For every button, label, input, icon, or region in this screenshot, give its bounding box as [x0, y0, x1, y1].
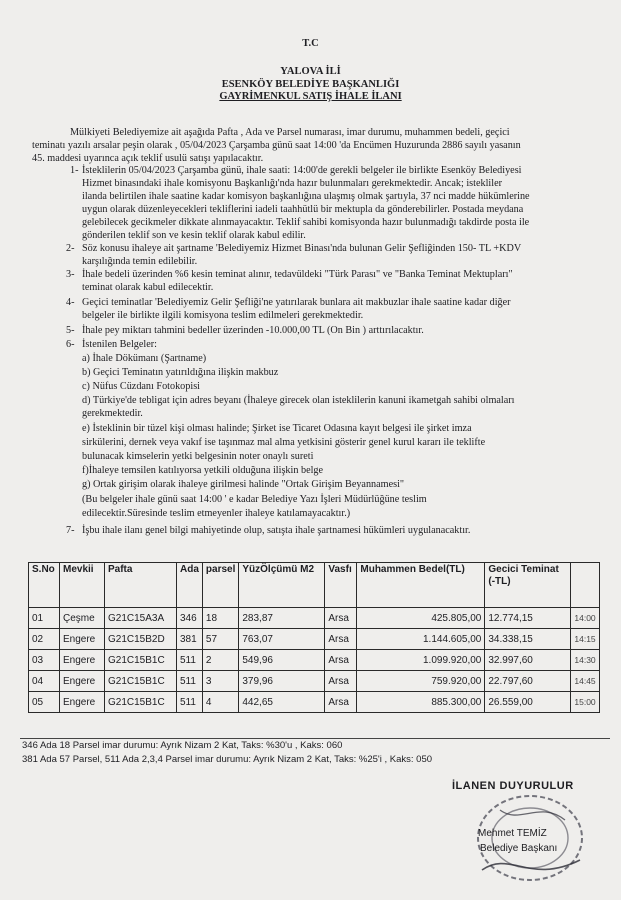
- item-line: İşbu ihale ilanı genel bilgi mahiyetinde olup, satışta ihale şartnamesi hükümleri uygulanacaktır.: [82, 525, 471, 536]
- item-number: 1-: [70, 165, 79, 176]
- cell-mevkii: Engere: [60, 671, 105, 692]
- notes-divider: [20, 738, 610, 739]
- cell-yuzolcumu: 763,07: [239, 629, 325, 650]
- document-item: bulunacak kimselerin yetki belgesinin noter onaylı sureti: [82, 451, 314, 462]
- cell-no: 01: [29, 608, 60, 629]
- cell-yuzolcumu: 283,87: [239, 608, 325, 629]
- header-title: GAYRİMENKUL SATIŞ İHALE İLANI: [219, 91, 402, 102]
- item-line: gelebilecek gecikmeler dikkate alınmayacaktır. Teklif sahibi komisyonda hazır bulunmadığı takdirde posta ile: [82, 217, 530, 228]
- document-item: a) İhale Dökümanı (Şartname): [82, 353, 207, 364]
- item-line: Geçici teminatlar 'Belediyemiz Gelir Şefliği'ne yatırılarak bunlara ait makbuzlar ihale saatine kadar diğer: [82, 297, 511, 308]
- cell-bedel: 1.099.920,00: [357, 650, 485, 671]
- table-row: [29, 629, 600, 650]
- header-parsel: parsel: [202, 563, 238, 608]
- cell-vasfi: Arsa: [325, 692, 357, 713]
- header-sno: S.No: [29, 563, 60, 608]
- cell-saat: 14:00: [571, 608, 599, 629]
- document-item: f)İhaleye temsilen katılıyorsa yetkili olduğuna ilişkin belge: [82, 465, 324, 476]
- cell-bedel: 885.300,00: [357, 692, 485, 713]
- item-number: 2-: [66, 243, 75, 254]
- cell-mevkii: Engere: [60, 692, 105, 713]
- header-vasfi: Vasfı: [325, 563, 357, 608]
- item-line: uygun olarak düzenleyecekleri tekliflerini iadeli taahhütlü bir mektupla da gönderebilirler. Postada meydana: [82, 204, 524, 215]
- cell-vasfi: Arsa: [325, 650, 357, 671]
- cell-saat: 14:30: [571, 650, 599, 671]
- item-line: karşılığında temin edilebilir.: [82, 256, 198, 267]
- item-number: 3-: [66, 269, 75, 280]
- document-item: edilecektir.Süresinde teslim etmeyenler ihaleye katılamayacaktır.): [82, 508, 351, 519]
- signatory-name: Mehmet TEMİZ: [478, 828, 547, 839]
- cell-yuzolcumu: 379,96: [239, 671, 325, 692]
- cell-parsel: 18: [202, 608, 238, 629]
- cell-no: 04: [29, 671, 60, 692]
- item-line: ilanda belirtilen ihale saatine kadar komisyon başkanlığına ulaşmış olmak şartıyla, 37 nci madde hükümlerine: [82, 191, 530, 202]
- cell-teminat: 34.338,15: [485, 629, 571, 650]
- document-item: d) Türkiye'de tebligat için adres beyanı (İhaleye girecek olan isteklilerin kanuni ikametgah sahibi olmaları: [82, 395, 515, 406]
- cell-pafta: G21C15B1C: [105, 650, 177, 671]
- document-item: b) Geçici Teminatın yatırıldığına ilişkin makbuz: [82, 367, 279, 378]
- document-item: e) İsteklinin bir tüzel kişi olması halinde; Şirket ise Ticaret Odasına kayıt belgesi ile şirket imza: [82, 423, 472, 434]
- cell-ada: 381: [177, 629, 203, 650]
- cell-teminat: 12.774,15: [485, 608, 571, 629]
- item-line: İhale bedeli üzerinden %6 kesin teminat alınır, tedavüldeki "Türk Parası" ve "Banka Teminat Mektupları": [82, 269, 513, 280]
- table-row: [29, 608, 600, 629]
- cell-no: 05: [29, 692, 60, 713]
- table-header-row: [29, 563, 600, 608]
- intro-line: teminatı yazılı arsalar peşin olarak , 05/04/2023 Çarşamba günü saat 14:00 'da Encümen Huzurunda 2886 sayılı yasanın: [32, 140, 521, 151]
- item-line: belgeler ile birlikte ilgili komisyona teslim edilmeleri gerekmektedir.: [82, 310, 364, 321]
- table-row: [29, 671, 600, 692]
- document-item: (Bu belgeler ihale günü saat 14:00 ' e kadar Belediye Yazı İşleri Müdürlüğüne teslim: [82, 494, 427, 505]
- header-municipality: ESENKÖY BELEDİYE BAŞKANLIĞI: [221, 79, 400, 90]
- document-item: c) Nüfus Cüzdanı Fotokopisi: [82, 381, 200, 392]
- table-row: [29, 692, 600, 713]
- cell-bedel: 425.805,00: [357, 608, 485, 629]
- cell-mevkii: Engere: [60, 650, 105, 671]
- item-line: Söz konusu ihaleye ait şartname 'Belediyemiz Hizmet Binası'nda bulunan Gelir Şefliğinden 150- TL +KDV: [82, 243, 522, 254]
- item-line: İstenilen Belgeler:: [82, 339, 157, 350]
- cell-saat: 14:45: [571, 671, 599, 692]
- item-line: İhale pey miktarı tahmini bedeller üzerinden -10.000,00 TL (On Bin ) arttırılacaktır.: [82, 325, 424, 336]
- cell-pafta: G21C15B1C: [105, 671, 177, 692]
- document-item: gerekmektedir.: [82, 408, 143, 419]
- parcel-table: [28, 562, 600, 713]
- cell-teminat: 26.559,00: [485, 692, 571, 713]
- item-line: Hizmet binasındaki ihale komisyonu Başkanlığı'nda hazır bulunmaları gerekmektedir. Ancak; istekliler: [82, 178, 502, 189]
- header-mevkii: Mevkii: [60, 563, 105, 608]
- intro-line: Mülkiyeti Belediyemize ait aşağıda Pafta , Ada ve Parsel numarası, imar durumu, muhammen bedeli, geçici: [70, 127, 510, 138]
- item-number: 6-: [66, 339, 75, 350]
- cell-mevkii: Çeşme: [60, 608, 105, 629]
- cell-no: 03: [29, 650, 60, 671]
- cell-vasfi: Arsa: [325, 671, 357, 692]
- cell-parsel: 3: [202, 671, 238, 692]
- header-ada: Ada: [177, 563, 203, 608]
- header-tc: T.C: [302, 38, 319, 49]
- cell-teminat: 32.997,60: [485, 650, 571, 671]
- header-yuzolcumu: YüzÖlçümü M2: [239, 563, 325, 608]
- item-number: 7-: [66, 525, 75, 536]
- cell-saat: 14:15: [571, 629, 599, 650]
- cell-teminat: 22.797,60: [485, 671, 571, 692]
- header-province: YALOVA İLİ: [280, 66, 341, 77]
- announce-label: İLANEN DUYURULUR: [452, 780, 574, 792]
- zoning-note: 381 Ada 57 Parsel, 511 Ada 2,3,4 Parsel imar durumu: Ayrık Nizam 2 Kat, Taks: %25'i , Kaks: 050: [22, 754, 433, 765]
- header-teminat: Gecici Teminat (-TL): [485, 563, 571, 608]
- cell-ada: 511: [177, 671, 203, 692]
- document-item: sirkülerini, dernek veya vakıf ise taşınmaz mal alma yetkisini gösterir genel kurul kararı ile teklifte: [82, 437, 486, 448]
- cell-pafta: G21C15B2D: [105, 629, 177, 650]
- item-number: 5-: [66, 325, 75, 336]
- header-bedel: Muhammen Bedel(TL): [357, 563, 485, 608]
- document-item: g) Ortak girişim olarak ihaleye girilmesi halinde "Ortak Girişim Beyannamesi": [82, 479, 405, 490]
- cell-no: 02: [29, 629, 60, 650]
- header-saat: [571, 563, 599, 608]
- zoning-note: 346 Ada 18 Parsel imar durumu: Ayrık Nizam 2 Kat, Taks: %30'u , Kaks: 060: [22, 740, 343, 751]
- item-number: 4-: [66, 297, 75, 308]
- item-line: İsteklilerin 05/04/2023 Çarşamba günü, ihale saati: 14:00'de gerekli belgeler ile birlikte Esenköy Belediyesi: [82, 165, 522, 176]
- cell-bedel: 759.920,00: [357, 671, 485, 692]
- item-line: gönderilen teklif son ve kesin teklif olarak kabul edilir.: [82, 230, 306, 241]
- cell-ada: 346: [177, 608, 203, 629]
- item-line: teminat olarak kabul edilecektir.: [82, 282, 214, 293]
- cell-ada: 511: [177, 650, 203, 671]
- signatory-role: Belediye Başkanı: [480, 843, 558, 854]
- cell-ada: 511: [177, 692, 203, 713]
- table-row: [29, 650, 600, 671]
- cell-saat: 15:00: [571, 692, 599, 713]
- header-pafta: Pafta: [105, 563, 177, 608]
- cell-vasfi: Arsa: [325, 629, 357, 650]
- intro-line: 45. maddesi uyarınca açık teklif usulü satışı yapılacaktır.: [32, 153, 264, 164]
- cell-bedel: 1.144.605,00: [357, 629, 485, 650]
- cell-parsel: 2: [202, 650, 238, 671]
- cell-parsel: 4: [202, 692, 238, 713]
- cell-pafta: G21C15B1C: [105, 692, 177, 713]
- cell-yuzolcumu: 549,96: [239, 650, 325, 671]
- cell-yuzolcumu: 442,65: [239, 692, 325, 713]
- cell-parsel: 57: [202, 629, 238, 650]
- cell-vasfi: Arsa: [325, 608, 357, 629]
- cell-pafta: G21C15A3A: [105, 608, 177, 629]
- cell-mevkii: Engere: [60, 629, 105, 650]
